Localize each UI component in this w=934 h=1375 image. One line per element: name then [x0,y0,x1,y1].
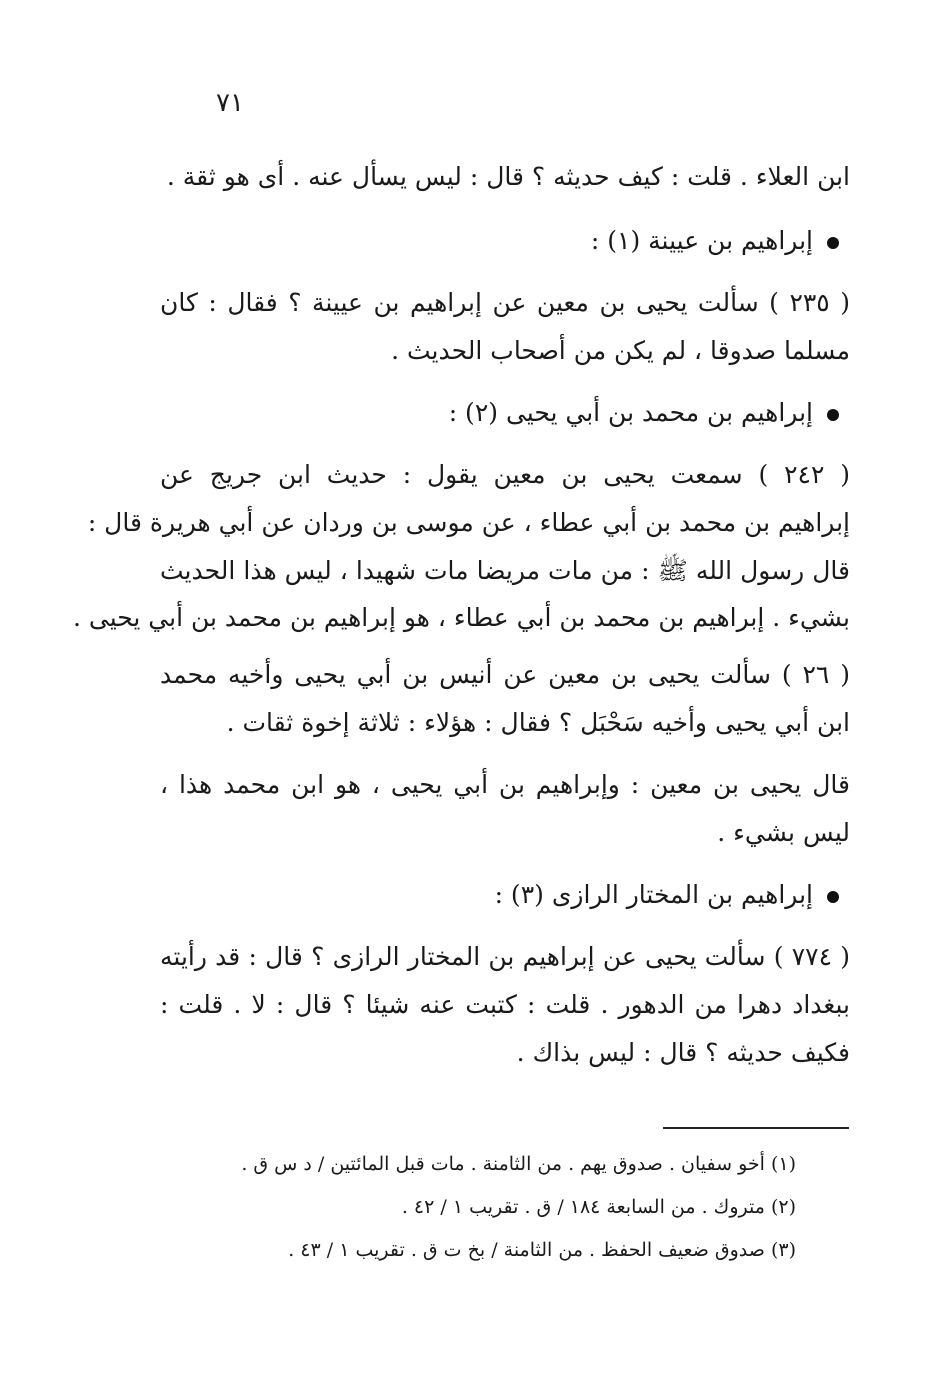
bullet-icon [827,891,839,903]
text-line: ابن العلاء . قلت : كيف حديثه ؟ قال : ليس يسأل عنه . أى هو ثقة . [166,162,850,191]
heading-text: إبراهيم بن عيينة (١) : [590,226,813,255]
section-heading [591,226,839,255]
footnote: (١) أخو سفيان . صدوق يهم . من الثامنة . مات قبل المائتين / د س ق . [241,1153,796,1175]
heading-text: إبراهيم بن محمد بن أبي يحيى (٢) : [448,398,813,427]
text-line: ( ٧٧٤ ) سألت يحيى عن إبراهيم بن المختار الرازى ؟ قال : قد رأيته [160,942,851,971]
text-line: ( ٢٦ ) سألت يحيى بن معين عن أنيس بن أبي يحيى وأخيه محمد [160,660,850,689]
section-heading [449,398,839,427]
text-line: ابن أبي يحيى وأخيه سَحْبَل ؟ فقال : هؤلاء : ثلاثة إخوة ثقات . [226,708,850,737]
section-heading [495,880,839,909]
bullet-icon [827,409,839,421]
text-line: ( ٢٣٥ ) سألت يحيى بن معين عن إبراهيم بن عيينة ؟ فقال : كان [160,288,850,317]
footnote: (٣) صدوق ضعيف الحفظ . من الثامنة / بخ ت ق . تقريب ١ / ٤٣ . [288,1239,796,1261]
text-line: فكيف حديثه ؟ قال : ليس بذاك . [516,1038,850,1067]
text-line: ليس بشيء . [717,818,850,847]
text-line: إبراهيم بن محمد بن أبي عطاء ، عن موسى بن وردان عن أبي هريرة قال : [87,508,850,537]
heading-text: إبراهيم بن المختار الرازى (٣) : [494,880,813,909]
text-line: مسلما صدوقا ، لم يكن من أصحاب الحديث . [391,336,850,365]
footnote-divider [663,1127,849,1129]
text-line: بشيء . إبراهيم بن محمد بن أبي عطاء ، هو إبراهيم بن محمد بن أبي يحيى . [72,603,850,632]
footnote: (٢) متروك . من السابعة ١٨٤ / ق . تقريب ١ / ٤٢ . [401,1196,796,1218]
page-number: ٧١ [216,88,244,118]
text-line: ( ٢٤٢ ) سمعت يحيى بن معين يقول : حديث ابن جريج عن [160,460,850,489]
text-line: قال رسول الله ﷺ : من مات مريضا مات شهيدا ، ليس هذا الحديث [160,556,850,585]
text-line: قال يحيى بن معين : وإبراهيم بن أبي يحيى ، هو ابن محمد هذا ، [160,770,850,799]
text-line: ببغداد دهرا من الدهور . قلت : كتبت عنه شيئا ؟ قال : لا . قلت : [160,990,850,1019]
bullet-icon [827,237,839,249]
